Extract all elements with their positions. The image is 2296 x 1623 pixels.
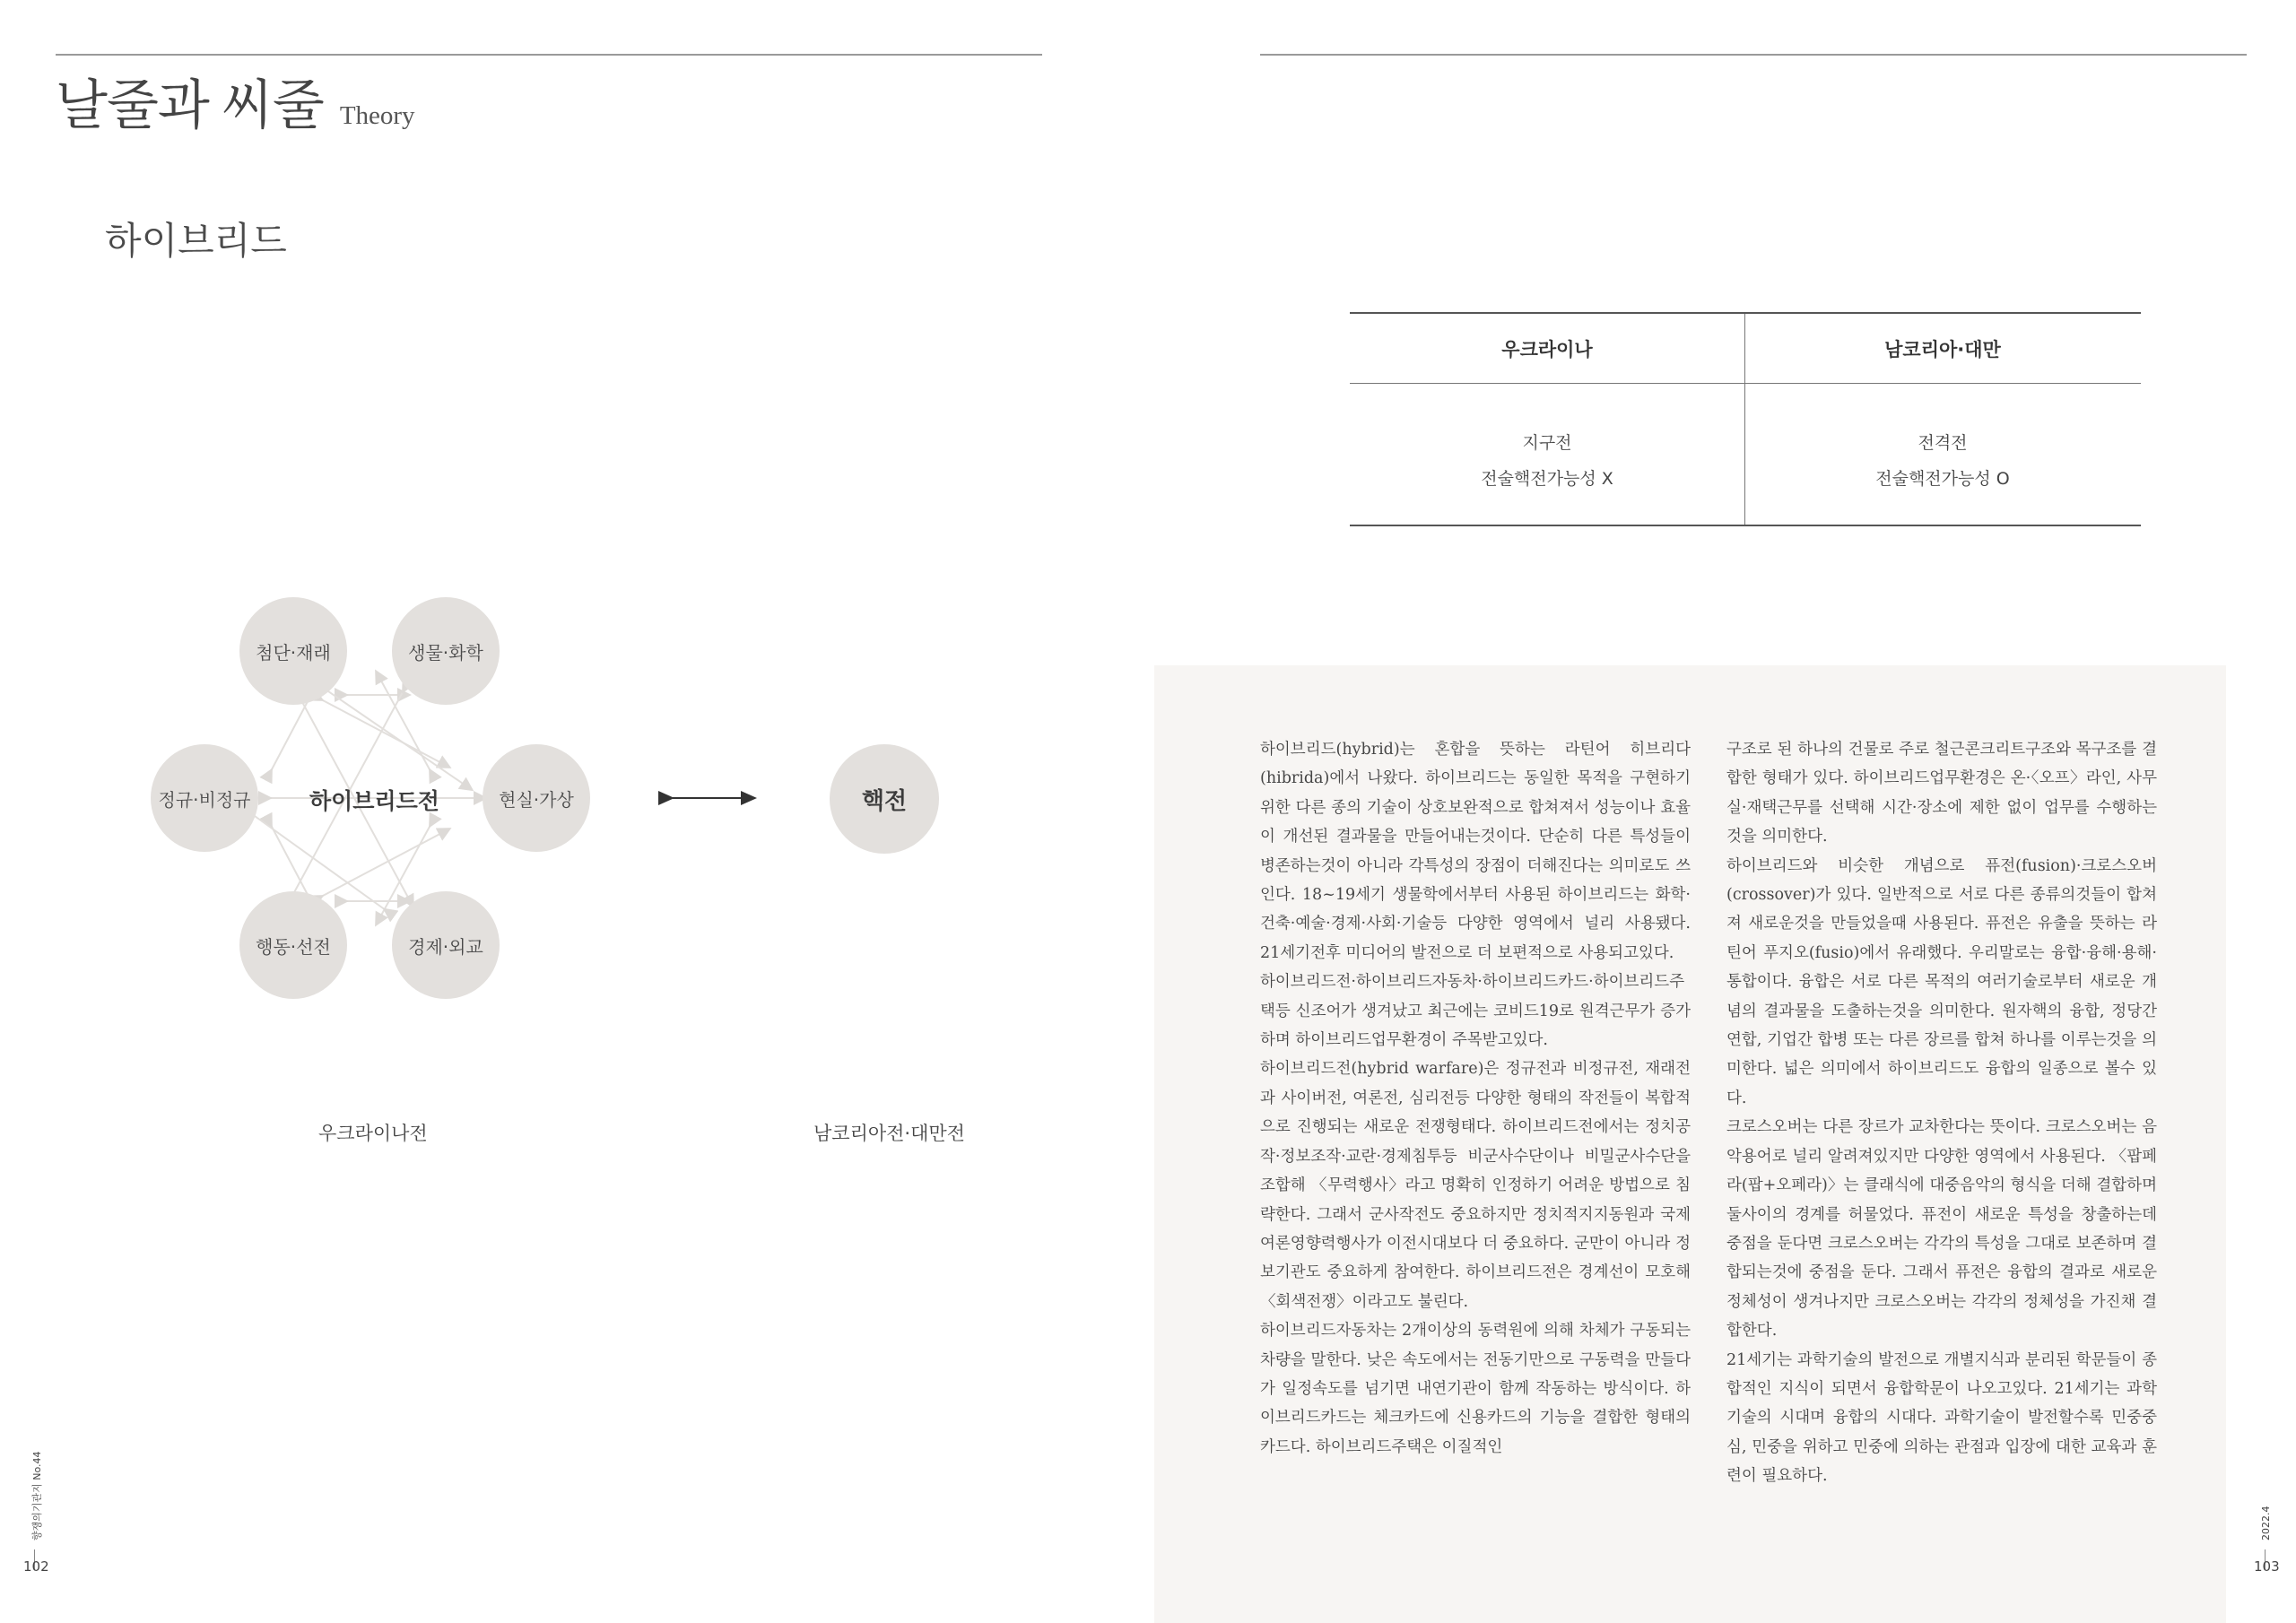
top-rule-left <box>56 54 1042 56</box>
table-cell-text: 전술핵전가능성 X <box>1481 469 1613 489</box>
top-rule-right <box>1260 54 2247 56</box>
caption-ukraine-war: 우크라이나전 <box>318 1123 428 1144</box>
paragraph: 하이브리드(hybrid)는 혼합을 뜻하는 라틴어 히브리다(hibrida)에서 나왔다. 하이브리드는 동일한 목적을 구현하기 위한 다른 종의 기술이 상호보완적으로 합쳐져서 성능이나 효율이 개선된 결과물을 만들어내는것이다. 단순히 다른 특성들이 병존하는것이 아니라 각특성의 장점이 더해진다는 의미로도 쓰인다. 18~19세기 생물학에서부터 사용된 하이브리드는 화학·건축·예술·경제·사회·기술등 다양한 영역에서 널리 사용됐다. 21세기전후 미디어의 발전으로 더 보편적으로 사용되고있다. <box>1260 741 1691 962</box>
table-header-korea-taiwan: 남코리아·대만 <box>1884 339 2001 360</box>
table-cell-ukraine <box>1350 425 1744 497</box>
running-head-right: 2022.4 <box>2260 1506 2272 1541</box>
paragraph: 하이브리드자동차는 2개이상의 동력원에 의해 차체가 구동되는 차량을 말한다. 낮은 속도에서는 전동기만으로 구동력을 만들다가 일정속도를 넘기면 내연기관이 함께 작동하는 방식이다. 하이브리드카드는 체크카드에 신용카드의 기능을 결합한 형태의 카드다. 하이브리드주택은 이질적인 <box>1260 1322 1692 1456</box>
section-heading <box>56 63 415 140</box>
table-cell-korea-taiwan <box>1745 425 2140 497</box>
table-header-ukraine: 우크라이나 <box>1501 339 1593 360</box>
table-cell-text: 전술핵전가능성 O <box>1875 469 2010 489</box>
table-cell-text: 지구전 <box>1522 433 1572 453</box>
page-number-left: 102 <box>23 1558 49 1575</box>
paragraph: 하이브리드와 비슷한 개념으로 퓨전(fusion)·크로스오버(crossover)가 있다. 일반적으로 서로 다른 종류의것들이 합쳐져 새로운것을 만들었을때 사용된다. 퓨전은 유출을 뜻하는 라틴어 푸지오(fusio)에서 유래했다. 우리말로는 융합·융해·용해·통합이다. 융합은 서로 다른 목적의 여러기술로부터 새로운 개념의 결과물을 도출하는것을 의미한다. 원자핵의 융합, 정당간 연합, 기업간 합병 또는 다른 장르를 합쳐 하나를 이루는것을 의미한다. 넓은 의미에서 하이브리드도 융합의 일종으로 볼수 있다. <box>1726 856 2158 1107</box>
node-bio-chemical: 생물·화학 <box>392 597 500 705</box>
node-real-virtual: 현실·가상 <box>483 744 590 852</box>
body-column-1 <box>1260 735 1691 1462</box>
node-advanced-conventional: 첨단·재래 <box>239 597 347 705</box>
paragraph: 하이브리드전(hybrid warfare)은 정규전과 비정규전, 재래전과 사이버전, 여론전, 심리전등 다양한 형태의 작전들이 복합적으로 진행되는 새로운 전쟁형태다. 하이브리드전에서는 정치공작·정보조작·교란·경제침투등 비군사수단이나 비밀군사수단을 조합해 〈무력행사〉라고 명확히 인정하기 어려운 방법으로 침략한다. 그래서 군사작전도 중요하지만 정치적지지동원과 국제여론영향력행사가 이전시대보다 더 중요하다. 군만이 아니라 정보기관도 중요하게 참여한다. 하이브리드전은 경계선이 모호해 〈회색전쟁〉이라고도 불린다. <box>1260 1060 1691 1311</box>
section-title: 날줄과 씨줄 <box>56 76 324 135</box>
body-column-2 <box>1726 735 2157 1491</box>
node-regular-irregular: 정규·비정규 <box>151 744 258 852</box>
section-subtitle: Theory <box>339 101 415 130</box>
table-cell-text: 전격전 <box>1918 433 1968 453</box>
paragraph: 크로스오버는 다른 장르가 교차한다는 뜻이다. 크로스오버는 음악용어로 널리 알려져있지만 다양한 영역에서 사용된다. 〈팝페라(팝+오페라)〉는 클래식에 대중음악의 형식을 더해 결합하며 둘사이의 경계를 허물었다. 퓨전이 새로운 특성을 창출하는데 중점을 둔다면 크로스오버는 각각의 특성을 그대로 보존하며 결합되는것에 중점을 둔다. 그래서 퓨전은 융합의 결과로 새로운 정체성이 생겨나지만 크로스오버는 각각의 정체성을 가진채 결합한다. <box>1726 1118 2157 1341</box>
node-economy-diplomacy: 경제·외교 <box>392 891 500 999</box>
topic-title: 하이브리드 <box>105 219 287 263</box>
caption-korea-taiwan-war: 남코리아전·대만전 <box>813 1123 965 1144</box>
diagram-center-label: 하이브리드전 <box>309 788 439 814</box>
paragraph: 21세기는 과학기술의 발전으로 개별지식과 분리된 학문들이 종합적인 지식이 되면서 융합학문이 나오고있다. 21세기는 과학기술의 시대며 융합의 시대다. 과학기술이 발전할수록 민중중심, 민중을 위하고 민중에 의하는 관점과 입장에 대한 교육과 훈련이 필요하다. <box>1726 1350 2157 1486</box>
running-head-left: 향쟁의기관지 No.44 <box>31 1451 43 1541</box>
comparison-table <box>1350 312 2141 526</box>
node-action-propaganda: 행동·선전 <box>239 891 347 999</box>
page-number-right: 103 <box>2254 1558 2280 1575</box>
paragraph: 하이브리드전·하이브리드자동차·하이브리드카드·하이브리드주택등 신조어가 생겨났고 최근에는 코비드19로 원격근무가 증가하며 하이브리드업무환경이 주목받고있다. <box>1260 973 1691 1050</box>
node-nuclear-war: 핵전 <box>830 744 939 854</box>
paragraph: 구조로 된 하나의 건물로 주로 철근콘크리트구조와 목구조를 결합한 형태가 있다. 하이브리드업무환경은 온·〈오프〉라인, 사무실·재택근무를 선택해 시간·장소에 제한 없이 업무를 수행하는것을 의미한다. <box>1726 741 2158 846</box>
